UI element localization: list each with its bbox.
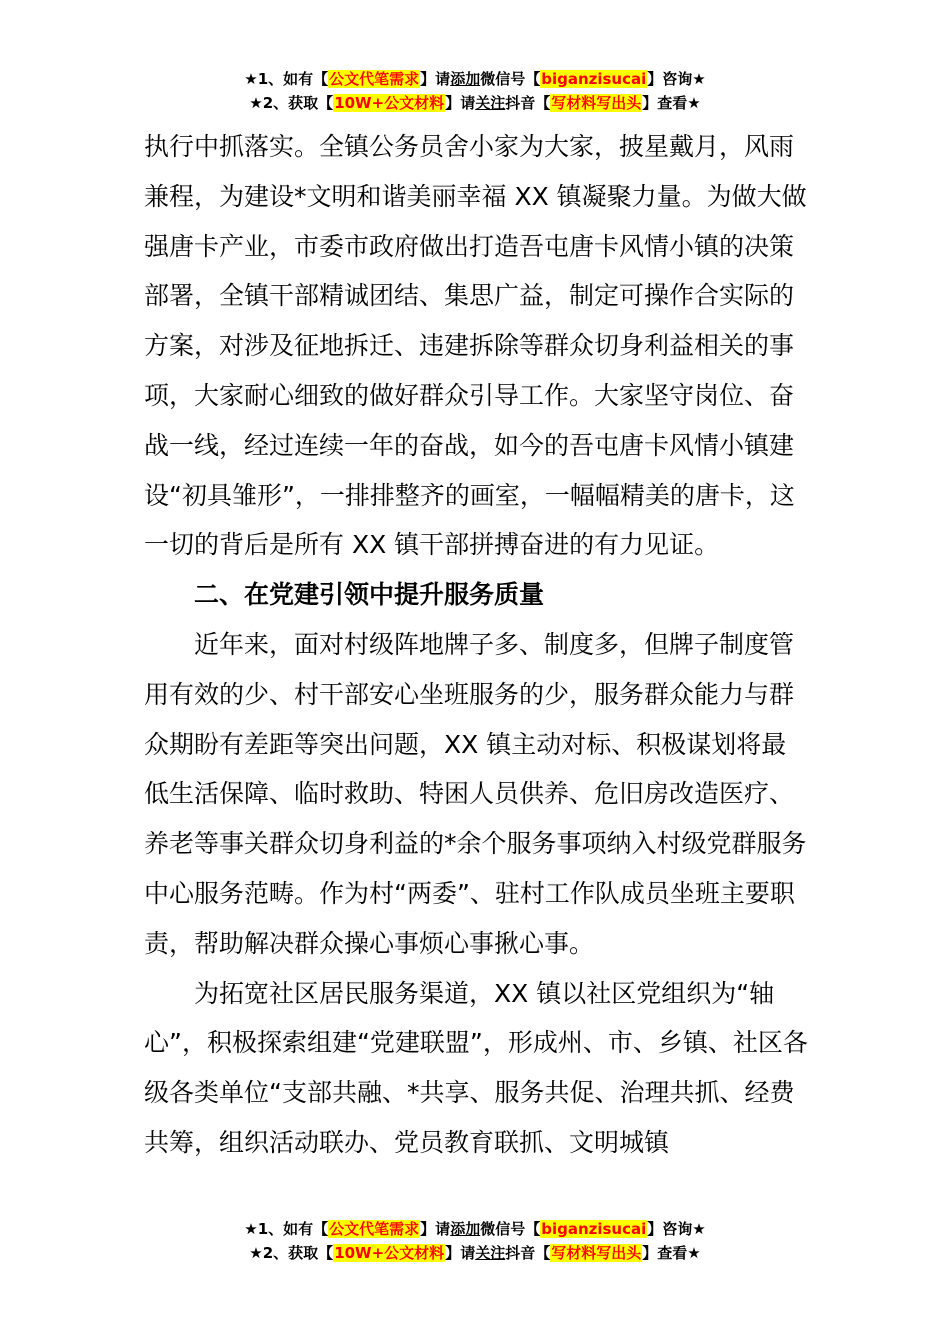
banner-line-2: ★2、获取【10W+公文材料】请关注抖音【写材料写出头】查看★	[249, 94, 701, 112]
highlight-wechat-id: biganzisucai	[541, 1220, 647, 1238]
highlight-service: 公文代笔需求	[329, 70, 420, 88]
highlight-service: 公文代笔需求	[329, 1220, 420, 1238]
paragraph-3: 为拓宽社区居民服务渠道，XX 镇以社区党组织为“轴心”，积极探索组建“党建联盟”，形成州、市、乡镇、社区各级各类单位“支部共融、*共享、服务共促、治理共抓、经费共筹，组织活动联办、党员教育联抓、文明城镇	[144, 978, 808, 1157]
section-heading-2: 二、在党建引领中提升服务质量	[194, 580, 545, 610]
banner-line-1: ★1、如有【公文代笔需求】请添加微信号【biganzisucai】咨询★	[244, 70, 706, 88]
paragraph-2: 近年来，面对村级阵地牌子多、制度多，但牌子制度管用有效的少、村干部安心坐班服务的少，服务群众能力与群众期盼有差距等突出问题，XX 镇主动对标、积极谋划将最低生活保障、临时救助、特困人员供养、危旧房改造医疗、养老等事关群众切身利益的*余个服务事项纳入村级党群服务中心服务范畴。作为村“两委”、驻村工作队成员坐班主要职责，帮助解决群众操心事烦心事揪心事。	[144, 629, 807, 958]
highlight-materials: 10W+公文材料	[334, 94, 445, 112]
highlight-douyin: 写材料写出头	[551, 1244, 642, 1262]
top-banner	[0, 67, 950, 115]
banner-line-2: ★2、获取【10W+公文材料】请关注抖音【写材料写出头】查看★	[249, 1244, 701, 1262]
bottom-banner	[0, 1217, 950, 1265]
banner-line-1: ★1、如有【公文代笔需求】请添加微信号【biganzisucai】咨询★	[244, 1220, 706, 1238]
highlight-wechat-id: biganzisucai	[541, 70, 647, 88]
highlight-douyin: 写材料写出头	[551, 94, 642, 112]
document-body	[144, 122, 808, 1168]
highlight-materials: 10W+公文材料	[334, 1244, 445, 1262]
paragraph-1: 执行中抓落实。全镇公务员舍小家为大家，披星戴月，风雨兼程，为建设*文明和谐美丽幸福 XX 镇凝聚力量。为做大做强唐卡产业，市委市政府做出打造吾屯唐卡风情小镇的决策部署，全镇干部精诚团结、集思广益，制定可操作合实际的方案，对涉及征地拆迁、违建拆除等群众切身利益相关的事项，大家耐心细致的做好群众引导工作。大家坚守岗位、奋战一线，经过连续一年的奋战，如今的吾屯唐卡风情小镇建设“初具雏形”，一排排整齐的画室，一幅幅精美的唐卡，这一切的背后是所有 XX 镇干部拼搏奋进的有力见证。	[144, 132, 807, 560]
